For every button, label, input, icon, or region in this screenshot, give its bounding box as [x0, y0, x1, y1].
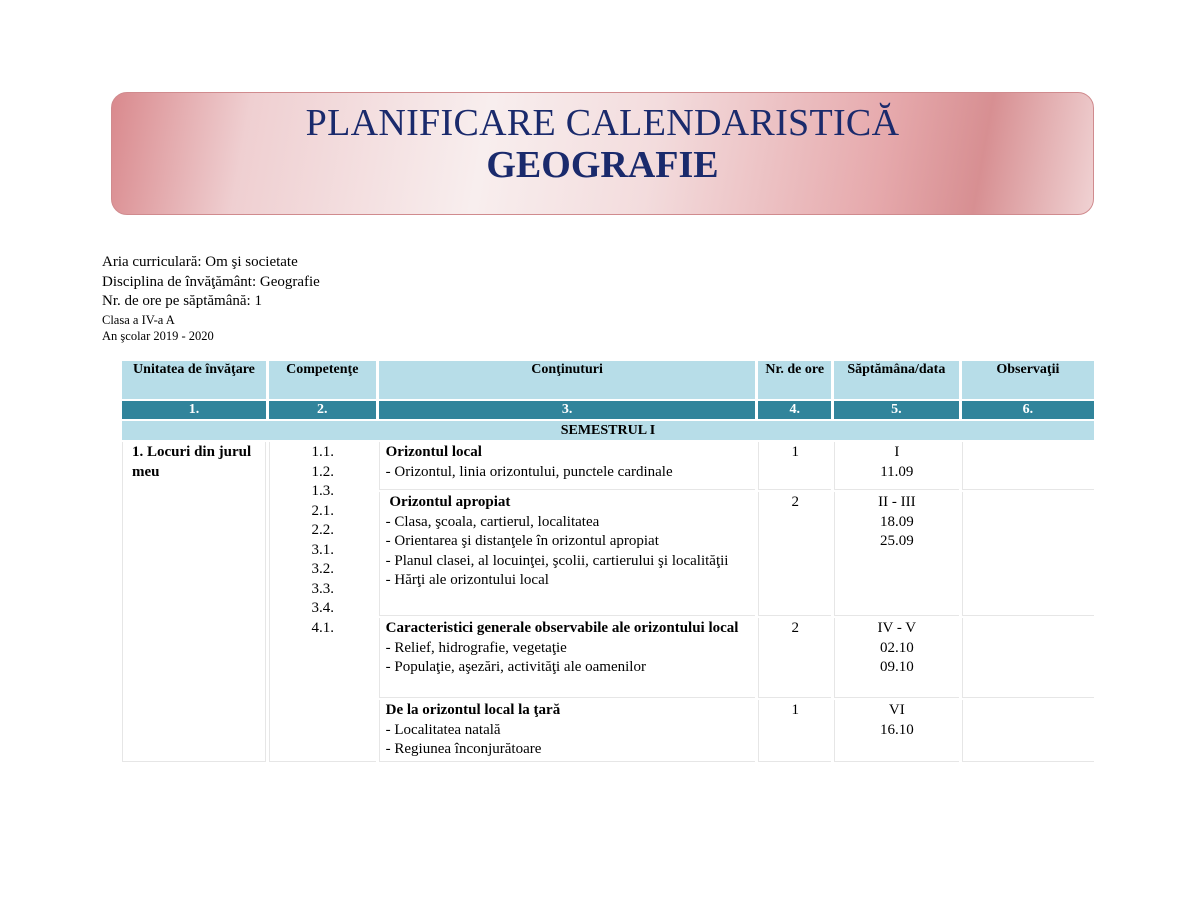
table-row — [122, 442, 1094, 490]
week-cell — [834, 442, 959, 490]
content-item: - Clasa, şcoala, cartierul, localitatea — [385, 513, 600, 530]
header-observatii: Observaţii — [962, 361, 1094, 399]
week-label: IV - V — [877, 620, 917, 636]
content-cell — [379, 442, 756, 490]
content-cell — [379, 700, 756, 762]
column-number: 6. — [962, 401, 1094, 419]
week-date: 16.10 — [879, 721, 914, 738]
content-item: - Populaţie, aşezări, activităţi ale oamenilor — [385, 659, 646, 675]
observations-cell — [962, 442, 1094, 490]
column-number: 3. — [379, 401, 756, 419]
content-item: - Hărţi ale orizontului local — [385, 572, 549, 588]
meta-aria: Aria curriculară: Om şi societate — [102, 254, 298, 270]
week-label: I — [894, 444, 900, 460]
content-item: - Regiunea înconjurătoare — [385, 741, 542, 757]
competence-item: 1.3. — [311, 483, 335, 499]
observations-cell — [962, 492, 1094, 616]
semester-row — [122, 421, 1094, 440]
meta-an: An şcolar 2019 - 2020 — [102, 328, 214, 343]
content-cell — [379, 618, 756, 698]
table-header-row — [122, 361, 1094, 399]
competence-item: 3.4. — [311, 600, 335, 616]
hours-cell: 1 — [758, 442, 830, 490]
content-item: - Planul clasei, al locuinţei, şcolii, cartierului şi localităţii — [385, 552, 729, 569]
column-number: 5. — [834, 401, 959, 419]
header-continuturi: Conţinuturi — [379, 361, 756, 399]
observations-cell — [962, 618, 1094, 698]
competence-item: 3.2. — [311, 561, 335, 577]
competence-item: 1.2. — [311, 463, 335, 480]
subject-title: GEOGRAFIE — [486, 144, 719, 186]
week-cell — [834, 700, 959, 762]
column-number: 2. — [269, 401, 376, 419]
hours-cell: 2 — [758, 492, 830, 616]
week-date: 11.09 — [880, 463, 914, 480]
column-number-row — [122, 401, 1094, 419]
header-nr-ore: Nr. de ore — [758, 361, 830, 399]
competence-item: 2.1. — [311, 502, 335, 519]
header-saptamana: Săptămâna/data — [834, 361, 959, 399]
meta-clasa: Clasa a IV-a A — [102, 312, 175, 327]
week-label: VI — [888, 702, 905, 718]
competence-item: 2.2. — [311, 522, 335, 538]
document-title: PLANIFICARE CALENDARISTICĂ — [305, 102, 900, 144]
column-number: 1. — [122, 401, 266, 419]
week-cell — [834, 618, 959, 698]
week-date: 25.09 — [879, 533, 914, 549]
competence-item: 4.1. — [311, 619, 335, 636]
meta-ore: Nr. de ore pe săptămână: 1 — [102, 293, 262, 309]
header-unitate: Unitatea de învăţare — [122, 361, 266, 399]
week-date: 09.10 — [879, 659, 914, 675]
content-item: - Localitatea natală — [385, 721, 501, 738]
content-item: - Relief, hidrografie, vegetaţie — [385, 639, 567, 656]
column-number: 4. — [758, 401, 830, 419]
table-row — [122, 700, 1094, 762]
hours-cell: 1 — [758, 700, 830, 762]
content-title: Orizontul apropiat — [385, 494, 511, 510]
document-meta — [102, 253, 320, 344]
content-title: Orizontul local — [385, 444, 482, 460]
table-row — [122, 618, 1094, 698]
content-cell — [379, 492, 756, 616]
week-date: 02.10 — [879, 639, 914, 656]
table-row — [122, 492, 1094, 616]
semester-label: SEMESTRUL I — [122, 421, 1094, 440]
header-competente: Competenţe — [269, 361, 376, 399]
competence-item: 3.1. — [311, 541, 335, 558]
hours-cell: 2 — [758, 618, 830, 698]
content-item: - Orientarea şi distanţele în orizontul apropiat — [385, 533, 659, 549]
content-item: - Orizontul, linia orizontului, punctele cardinale — [385, 463, 673, 480]
week-cell — [834, 492, 959, 616]
unit-cell: 1. Locuri din jurul meu — [122, 442, 266, 762]
observations-cell — [962, 700, 1094, 762]
planning-table — [119, 359, 1097, 764]
competences-cell — [269, 442, 376, 762]
week-date: 18.09 — [879, 513, 914, 530]
content-title: De la orizontul local la ţară — [385, 702, 561, 718]
title-banner — [111, 92, 1094, 215]
week-label: II - III — [878, 494, 916, 510]
content-title: Caracteristici generale observabile ale orizontului local — [385, 620, 739, 636]
meta-disciplina: Disciplina de învăţământ: Geografie — [102, 273, 320, 290]
competence-item: 1.1. — [311, 444, 335, 460]
competence-item: 3.3. — [311, 580, 335, 597]
